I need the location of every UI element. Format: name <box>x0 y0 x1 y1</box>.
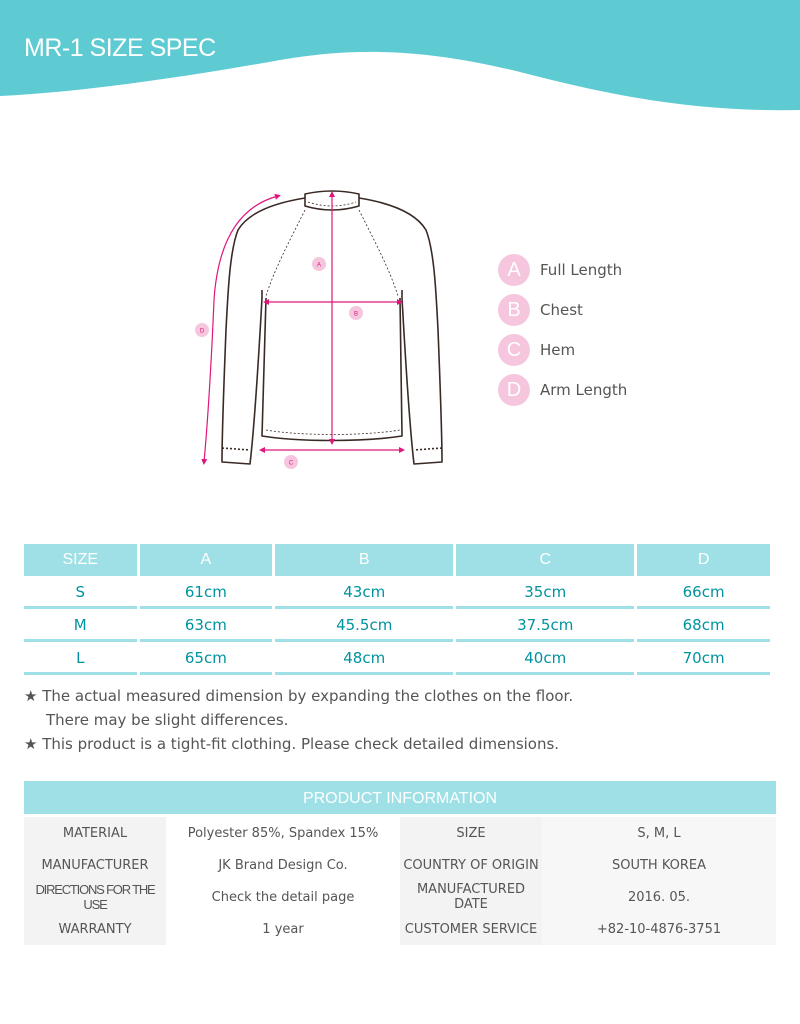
product-info-table <box>24 817 776 945</box>
value-cell: 37.5cm <box>456 609 634 642</box>
measurement-legend <box>498 250 627 410</box>
info-value: S, M, L <box>542 817 776 849</box>
info-value: Check the detail page <box>166 881 400 913</box>
value-cell: 63cm <box>140 609 273 642</box>
value-cell: 40cm <box>456 642 634 675</box>
product-info-title: PRODUCT INFORMATION <box>24 781 776 814</box>
info-value: JK Brand Design Co. <box>166 849 400 881</box>
col-header-b: B <box>275 544 453 576</box>
legend-label-full-length: Full Length <box>540 261 623 279</box>
info-label: COUNTRY OF ORIGIN <box>400 849 542 881</box>
legend-label-hem: Hem <box>540 341 576 359</box>
info-value: Polyester 85%, Spandex 15% <box>166 817 400 849</box>
col-header-c: C <box>456 544 634 576</box>
shirt-diagram <box>190 180 460 480</box>
info-label: MANUFACTURED DATE <box>400 881 542 913</box>
note-line: There may be slight differences. <box>46 711 289 729</box>
size-table-header <box>24 544 770 576</box>
note-line: ★ The actual measured dimension by expanding the clothes on the floor. <box>24 687 574 705</box>
table-row <box>24 881 776 913</box>
value-cell: 61cm <box>140 576 273 609</box>
size-table <box>21 544 773 675</box>
legend-letter-a: A <box>498 254 530 286</box>
size-cell: M <box>24 609 137 642</box>
legend-item <box>498 370 627 410</box>
info-label: CUSTOMER SERVICE <box>400 913 542 945</box>
arm-length-line <box>204 196 278 462</box>
table-row <box>24 849 776 881</box>
value-cell: 48cm <box>275 642 453 675</box>
table-row <box>24 913 776 945</box>
marker-b: B <box>353 311 359 318</box>
table-row <box>24 609 770 642</box>
info-value: 2016. 05. <box>542 881 776 913</box>
value-cell: 70cm <box>637 642 770 675</box>
info-label: DIRECTIONS FOR THE USE <box>24 881 166 913</box>
value-cell: 65cm <box>140 642 273 675</box>
size-cell: S <box>24 576 137 609</box>
col-header-size: SIZE <box>24 544 137 576</box>
value-cell: 68cm <box>637 609 770 642</box>
col-header-d: D <box>637 544 770 576</box>
marker-d: D <box>199 328 205 335</box>
info-value: SOUTH KOREA <box>542 849 776 881</box>
info-label: SIZE <box>400 817 542 849</box>
note-line: ★ This product is a tight-fit clothing. Please check detailed dimensions. <box>24 735 560 753</box>
size-cell: L <box>24 642 137 675</box>
info-value: 1 year <box>166 913 400 945</box>
value-cell: 35cm <box>456 576 634 609</box>
legend-label-arm-length: Arm Length <box>540 381 628 399</box>
legend-item <box>498 290 627 330</box>
marker-a: A <box>316 262 322 269</box>
legend-letter-d: D <box>498 374 530 406</box>
info-label: MANUFACTURER <box>24 849 166 881</box>
legend-letter-c: C <box>498 334 530 366</box>
legend-letter-b: B <box>498 294 530 326</box>
table-row <box>24 817 776 849</box>
size-notes <box>24 684 573 756</box>
info-value: +82-10-4876-3751 <box>542 913 776 945</box>
value-cell: 43cm <box>275 576 453 609</box>
col-header-a: A <box>140 544 273 576</box>
legend-item <box>498 250 627 290</box>
legend-item <box>498 330 627 370</box>
page-title: MR-1 SIZE SPEC <box>24 34 216 62</box>
info-label: WARRANTY <box>24 913 166 945</box>
table-row <box>24 576 770 609</box>
value-cell: 66cm <box>637 576 770 609</box>
table-row <box>24 642 770 675</box>
legend-label-chest: Chest <box>540 301 583 319</box>
seam-lines <box>266 202 400 435</box>
marker-c: C <box>288 460 294 467</box>
value-cell: 45.5cm <box>275 609 453 642</box>
info-label: MATERIAL <box>24 817 166 849</box>
